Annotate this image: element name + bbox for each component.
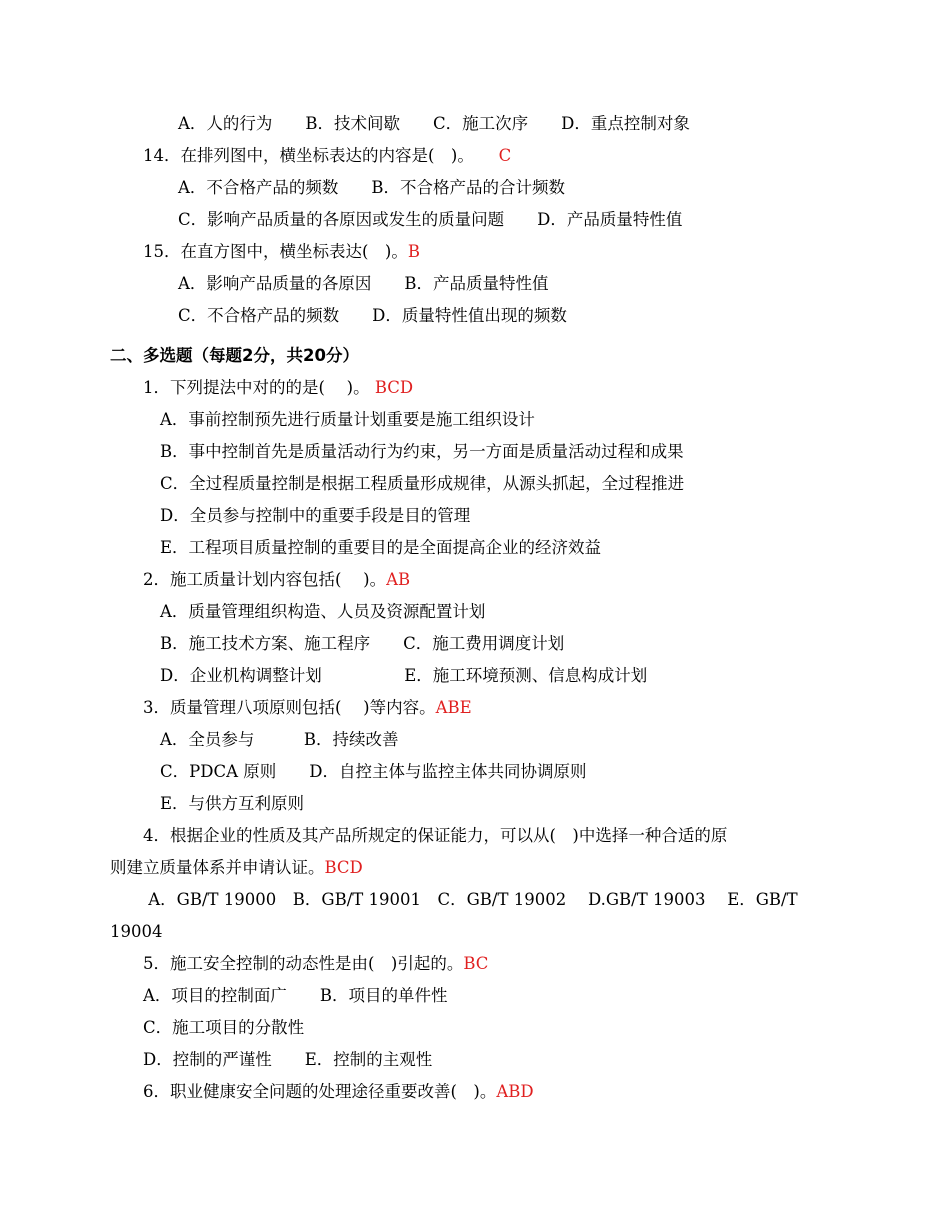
m1-option-c: C．全过程质量控制是根据工程质量形成规律，从源头抓起，全过程推进 [160,474,685,493]
m2-answer: AB [386,570,411,589]
m3-options-ab: A．全员参与 B．持续改善 [160,730,399,749]
m3-answer: ABE [435,698,472,717]
q13-options: A．人的行为 B．技术间歇 C．施工次序 D．重点控制对象 [178,114,690,133]
q15-options-ab: A．影响产品质量的各原因 B．产品质量特性值 [178,274,549,293]
q14-options-ab: A．不合格产品的频数 B．不合格产品的合计频数 [178,178,566,197]
m6-answer: ABD [496,1082,534,1101]
m4-options-wrap: 19004 [110,922,163,941]
m1-option-a: A．事前控制预先进行质量计划重要是施工组织设计 [160,410,535,429]
m5-option-c: C．施工项目的分散性 [143,1018,305,1037]
m2-options-de: D．企业机构调整计划 E．施工环境预测、信息构成计划 [160,666,648,685]
m1-answer: BCD [374,378,414,397]
q14-stem: 14．在排列图中，横坐标表达的内容是( )。 C [143,146,512,165]
m2-stem: 2．施工质量计划内容包括( )。AB [143,570,411,589]
m5-answer: BC [463,954,489,973]
m4-answer: BCD [324,858,363,877]
section-heading: 二、多选题（每题2分，共20分） [110,346,359,365]
m5-options-de: D．控制的严谨性 E．控制的主观性 [143,1050,433,1069]
m1-option-e: E．工程项目质量控制的重要目的是全面提高企业的经济效益 [160,538,602,557]
q15-options-cd: C．不合格产品的频数 D．质量特性值出现的频数 [178,306,567,325]
m1-option-b: B．事中控制首先是质量活动行为约束，另一方面是质量活动过程和成果 [160,442,684,461]
q14-options-cd: C．影响产品质量的各原因或发生的质量问题 D．产品质量特性值 [178,210,683,229]
m6-stem: 6．职业健康安全问题的处理途径重要改善( )。ABD [143,1082,534,1101]
m3-stem: 3．质量管理八项原则包括( )等内容。ABE [143,698,472,717]
q15-stem: 15．在直方图中，横坐标表达( )。B [143,242,421,261]
m2-options-bc: B．施工技术方案、施工程序 C．施工费用调度计划 [160,634,565,653]
m4-stem-line2: 则建立质量体系并申请认证。BCD [110,858,363,877]
m2-option-a: A．质量管理组织构造、人员及资源配置计划 [160,602,486,621]
m1-option-d: D．全员参与控制中的重要手段是目的管理 [160,506,471,525]
q15-answer: B [407,242,421,261]
m1-stem: 1．下列提法中对的的是( )。 BCD [143,378,414,397]
q14-answer: C [498,146,512,165]
m4-stem-line1: 4．根据企业的性质及其产品所规定的保证能力，可以从( )中选择一种合适的原 [143,826,728,845]
m5-options-ab: A．项目的控制面广 B．项目的单件性 [143,986,448,1005]
m3-options-cd: C．PDCA 原则 D．自控主体与监控主体共同协调原则 [160,762,587,781]
m4-options: A．GB/T 19000 B．GB/T 19001 C．GB/T 19002 D.GB/T 19003 E．GB/T [143,890,798,909]
m3-option-e: E．与供方互利原则 [160,794,305,813]
m5-stem: 5．施工安全控制的动态性是由( )引起的。BC [143,954,489,973]
